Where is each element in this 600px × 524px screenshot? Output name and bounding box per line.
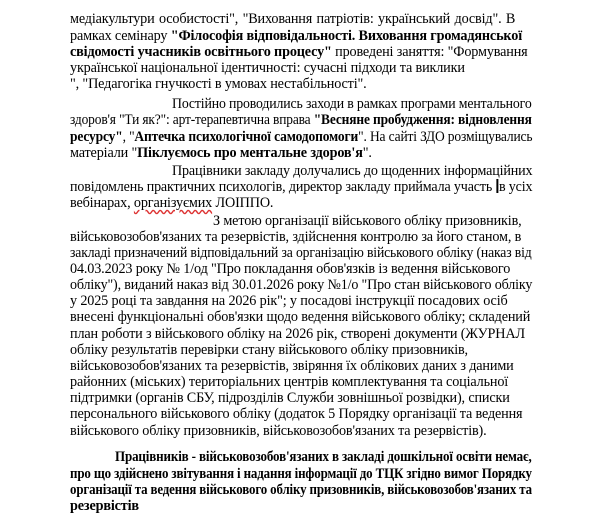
- p2-line-4: [70, 145, 372, 162]
- text: обліку"), виданий наказ від 30.01.2026 року №1/о "Про стан військового обліку: [70, 277, 533, 293]
- text: ", "Педагогіка гнучкості в умовах нестабільності".: [70, 76, 367, 92]
- text: української національної ідентичності: сучасні підходи та виклики: [70, 60, 465, 76]
- text: здоров'я "Ти як?": арт-терапевтична вправа: [70, 112, 314, 128]
- text: закладі призначений відповідальний за організацію військового обліку (наказ від: [70, 245, 532, 261]
- p4-line-2: [70, 229, 521, 246]
- text: план роботи з військового обліку на 2026 рік, створені документи (ЖУРНАЛ: [70, 326, 525, 342]
- text: ".: [362, 145, 372, 161]
- p2-line-2: [70, 112, 532, 129]
- p4-line-12: [70, 390, 510, 407]
- text: матеріали ": [70, 145, 138, 161]
- p4-line-11: [70, 374, 508, 391]
- text: ". На сайті ЗДО розміщувались: [358, 129, 533, 145]
- text: обліку результатів перевірки стану військового обліку призовників,: [70, 342, 468, 358]
- text: , ": [122, 129, 135, 145]
- p4-line-6: [70, 293, 508, 310]
- p1-line-5: [70, 76, 367, 93]
- seminar-title: "Філософія відповідальності. Виховання громадянської: [170, 28, 522, 44]
- p5-line-3: [70, 482, 532, 499]
- text: повідомлень практичних психологів,: [70, 179, 289, 195]
- p4-line-13: [70, 406, 522, 423]
- text: в усіх: [498, 179, 533, 195]
- exercise-title-cont: ресурсу": [70, 129, 123, 145]
- p4-line-5: [70, 277, 532, 294]
- p5-line-4: [70, 498, 139, 515]
- text: З метою організації військового обліку призовників,: [213, 213, 522, 229]
- p3-line-2: [70, 179, 532, 196]
- p4-line-4: [70, 261, 510, 278]
- p3-line-3: [70, 195, 273, 212]
- text: Постійно проводились заходи в рамках програми ментального: [172, 96, 532, 112]
- text: підтримки (органів СБУ, підрозділів Служби зовнішньої розвідки), списки: [70, 390, 510, 406]
- text: проведені заняття: "Формування: [331, 44, 528, 60]
- p4-line-7: [70, 309, 530, 326]
- p4-line-9: [70, 342, 468, 359]
- text: резервістів: [70, 498, 139, 514]
- p2-line-3: [70, 129, 532, 146]
- text: військовозобов'язаних та резервістів, звіряння їх облікових даних з даними: [70, 358, 514, 374]
- p1-line-3: [70, 44, 528, 61]
- p1-line-1: [70, 11, 515, 28]
- text: Працівники закладу долучались до щоденних інформаційних: [172, 163, 533, 179]
- p5-line-2: [70, 466, 532, 483]
- text: військовозобов'язаних та резервістів, здійснення контролю за його станом, в: [70, 229, 522, 245]
- text: 04.03.2023 року № 1/од "Про покладання обов'язків із ведення військового: [70, 261, 511, 277]
- materials-title: Піклуємось про ментальне здоров'я: [137, 145, 363, 161]
- p1-line-4: [70, 60, 465, 77]
- text: рамках семінару: [70, 28, 171, 44]
- text: у 2025 році та завдання на 2026 рік"; у посадові інструкції посадових осіб: [70, 293, 508, 309]
- text: районних (міських) територіальних центрів комплектування та соціальної: [70, 374, 509, 390]
- exercise-title: "Весняне пробудження: відновлення: [313, 112, 532, 128]
- text: ЛОІППО.: [212, 195, 274, 211]
- text: військового обліку призовників, військовозобов'язаних та резервістів).: [70, 423, 487, 439]
- text: вебінарах,: [70, 195, 134, 211]
- spellcheck-underlined-word: організуємих: [133, 195, 213, 211]
- text: медіакультури особистості", "Виховання патріотів: український досвід". В: [70, 11, 516, 27]
- p5-line-1: [115, 449, 532, 466]
- text: персонального військового обліку (додаток 5 Порядку організації та ведення: [70, 406, 523, 422]
- text: директор закладу приймала участь: [288, 179, 493, 195]
- text: внесені функціональні обов'язки щодо ведення військового обліку; складений: [70, 309, 531, 325]
- p4-line-1: [213, 213, 522, 230]
- text: організації та ведення військового обліку призовників, військовозобов'язаних та: [70, 482, 532, 498]
- text: Працівників - військовозобов'язаних в закладі дошкільної освіти немає,: [115, 449, 532, 465]
- p4-line-14: [70, 423, 487, 440]
- p4-line-3: [70, 245, 532, 262]
- seminar-title-cont: свідомості учасників освітнього процесу": [70, 44, 332, 60]
- p1-line-2: [70, 28, 522, 45]
- text-cursor: [496, 179, 497, 193]
- p2-line-1: [172, 96, 532, 113]
- p3-line-1: [172, 163, 532, 180]
- p4-line-10: [70, 358, 514, 375]
- first-aid-title: Аптечка психологічної самодопомоги: [134, 129, 359, 145]
- p4-line-8: [70, 326, 525, 343]
- text: про що здійснено звітування і надання інформації до ТЦК згідно вимог Порядку: [70, 466, 532, 482]
